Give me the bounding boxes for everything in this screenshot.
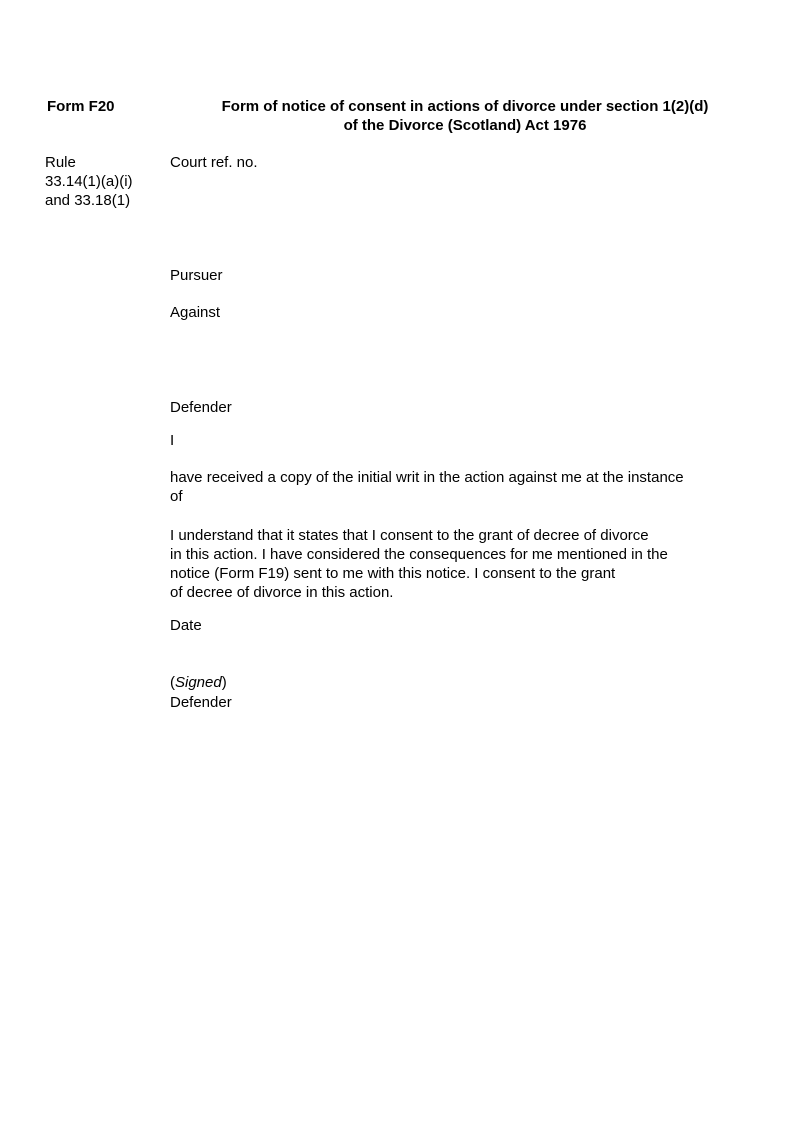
paragraph-received-writ (170, 468, 750, 506)
paragraph-consent-statement (170, 526, 750, 602)
paragraph-received-writ-line-1: have received a copy of the initial writ in the action against me at the instance (170, 469, 684, 486)
rule-reference-line-2: 33.14(1)(a)(i) (45, 173, 133, 190)
against-label: Against (170, 304, 221, 321)
court-ref-label: Court ref. no. (170, 154, 258, 171)
paragraph-consent-line-2: in this action. I have considered the consequences for me mentioned in the (170, 546, 668, 563)
paragraph-consent-line-3: notice (Form F19) sent to me with this notice. I consent to the grant (170, 565, 616, 582)
signed-line (170, 673, 232, 693)
declarant-i: I (170, 432, 175, 449)
rule-reference-line-3: and 33.18(1) (45, 192, 131, 209)
signed-role-label: Defender (170, 693, 232, 711)
document-title-line-1: Form of notice of consent in actions of divorce under section 1(2)(d) (221, 98, 709, 115)
form-number-label: Form F20 (47, 98, 115, 115)
paragraph-consent-line-1: I understand that it states that I consent to the grant of decree of divorce (170, 527, 649, 544)
document-title-line-2: of the Divorce (Scotland) Act 1976 (343, 117, 587, 134)
paragraph-consent-line-4: of decree of divorce in this action. (170, 584, 394, 601)
rule-reference (45, 153, 133, 210)
paragraph-received-writ-line-2: of (170, 488, 183, 505)
signed-close-paren: ) (221, 674, 227, 691)
pursuer-label: Pursuer (170, 267, 223, 284)
signed-open-paren: ( (170, 674, 175, 691)
defender-label: Defender (170, 399, 232, 416)
signature-block (170, 673, 232, 712)
document-title (130, 97, 800, 135)
rule-reference-line-1: Rule (45, 154, 76, 171)
date-label: Date (170, 617, 202, 634)
signed-word: Signed (175, 674, 222, 691)
